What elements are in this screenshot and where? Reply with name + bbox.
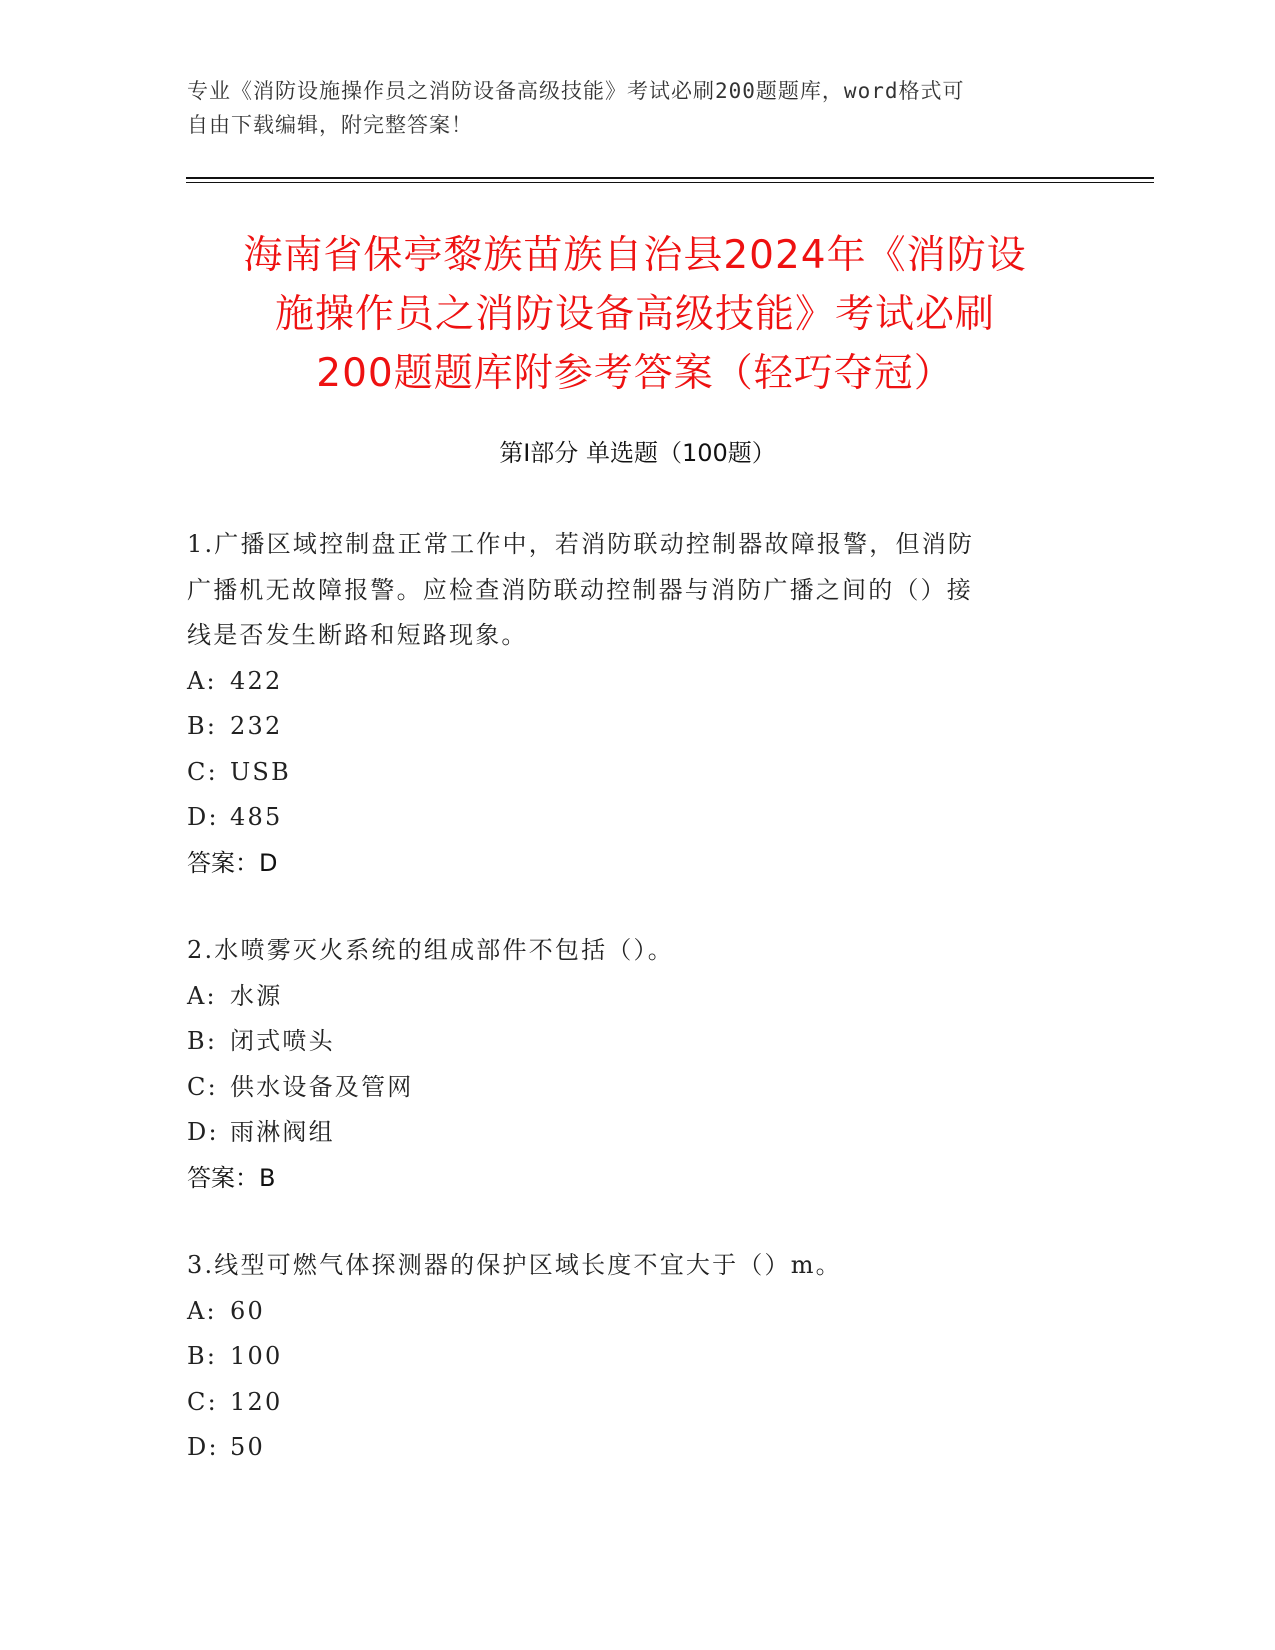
- option-text: 50: [230, 1433, 265, 1461]
- option-c: [187, 1380, 1067, 1426]
- option-text: 闭式喷头: [230, 1027, 335, 1055]
- option-text: 水源: [230, 981, 283, 1010]
- option-d: [187, 1110, 1067, 1156]
- option-text: 120: [230, 1387, 283, 1416]
- option-key: B:: [187, 1027, 218, 1055]
- option-key: C:: [187, 1387, 218, 1416]
- question-2: [187, 928, 1067, 1201]
- option-d: [187, 795, 1067, 841]
- title-line-2: 施操作员之消防设备高级技能》考试必刷: [274, 292, 995, 337]
- question-stem-line: 线是否发生断路和短路现象。: [187, 621, 528, 649]
- option-b: [187, 1334, 1067, 1380]
- question-stem: [187, 522, 1067, 659]
- option-c: [187, 750, 1067, 796]
- option-a: [187, 659, 1067, 705]
- title-line-1: 海南省保亭黎族苗族自治县2024年《消防设: [243, 233, 1027, 278]
- option-text: 100: [230, 1342, 283, 1370]
- question-stem-line: 2.水喷雾灭火系统的组成部件不包括（）。: [187, 936, 674, 964]
- option-b: [187, 704, 1067, 750]
- answer-text: 答案：D: [187, 848, 278, 877]
- question-gap: [187, 886, 1067, 928]
- answer-text: 答案：B: [187, 1163, 276, 1192]
- option-text: 485: [230, 803, 283, 831]
- option-text: 422: [230, 666, 283, 695]
- document-title: [175, 226, 1095, 403]
- header-divider-thick: [186, 177, 1154, 179]
- option-text: 供水设备及管网: [230, 1072, 414, 1101]
- option-a: [187, 974, 1067, 1020]
- option-key: A:: [187, 1296, 217, 1325]
- option-key: B:: [187, 1342, 218, 1370]
- option-a: [187, 1289, 1067, 1335]
- option-key: D:: [187, 1118, 219, 1146]
- header-note-line-2: 自由下载编辑，附完整答案！: [187, 113, 473, 137]
- option-key: D:: [187, 803, 219, 831]
- question-3: [187, 1243, 1067, 1471]
- question-stem-line: 1.广播区域控制盘正常工作中，若消防联动控制器故障报警，但消防: [187, 530, 975, 558]
- question-list: [187, 522, 1067, 1471]
- option-key: D:: [187, 1433, 219, 1461]
- question-gap: [187, 1201, 1067, 1243]
- header-note: [187, 74, 1067, 142]
- header-divider-thin: [186, 182, 1154, 183]
- option-text: 232: [230, 712, 283, 740]
- option-b: [187, 1019, 1067, 1065]
- option-d: [187, 1425, 1067, 1471]
- section-heading: 第Ⅰ部分 单选题（100题）: [499, 439, 776, 467]
- option-key: A:: [187, 666, 217, 695]
- question-stem: [187, 928, 1067, 974]
- question-stem: [187, 1243, 1067, 1289]
- question-stem-line: 3.线型可燃气体探测器的保护区域长度不宜大于（）m。: [187, 1251, 842, 1279]
- option-text: 60: [230, 1296, 265, 1325]
- header-note-line-1: 专业《消防设施操作员之消防设备高级技能》考试必刷200题题库，word格式可: [187, 79, 965, 103]
- option-text: USB: [230, 757, 291, 786]
- question-stem-line: 广播机无故障报警。应检查消防联动控制器与消防广播之间的（）接: [187, 575, 973, 604]
- option-key: C:: [187, 1072, 218, 1101]
- option-text: 雨淋阀组: [230, 1118, 335, 1146]
- option-key: A:: [187, 981, 217, 1010]
- option-key: C:: [187, 757, 218, 786]
- option-c: [187, 1065, 1067, 1111]
- title-line-3: 200题题库附参考答案（轻巧夺冠）: [316, 351, 954, 396]
- option-key: B:: [187, 712, 218, 740]
- question-1: [187, 522, 1067, 886]
